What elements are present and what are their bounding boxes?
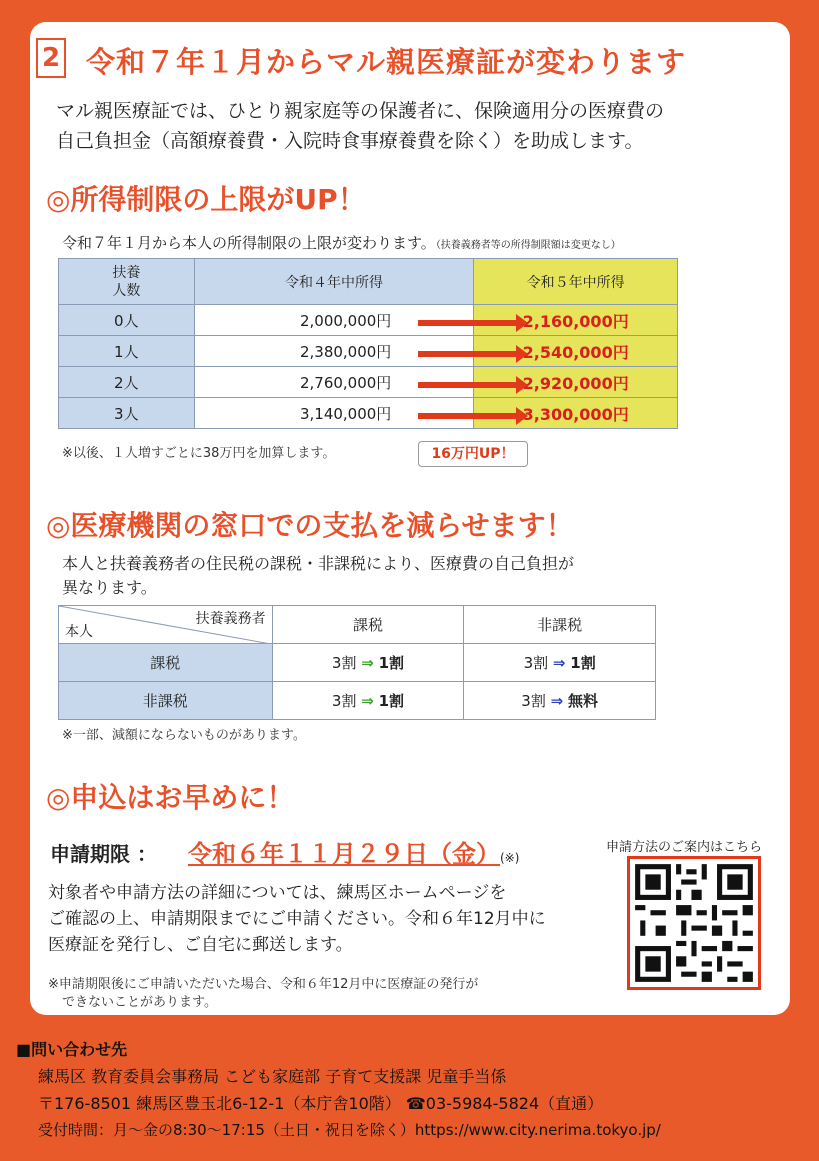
rate-to: 無料 <box>567 692 598 710</box>
new-income-cell: 3,300,000円 <box>474 398 678 429</box>
income-lead <box>62 232 621 253</box>
increase-arrow-icon <box>418 320 518 326</box>
intro-line-2: 自己負担金（高額療養費・入院時食事療養費を除く）を助成します。 <box>56 130 644 152</box>
old-income-cell: 2,380,000円 <box>194 336 474 367</box>
qr-label: 申請方法のご案内はこちら <box>606 840 763 855</box>
table-row <box>59 398 678 429</box>
contact-block <box>16 1036 661 1144</box>
rate-cell <box>464 644 656 682</box>
table-row <box>59 305 678 336</box>
corner-cell <box>59 606 273 644</box>
income-table-header <box>59 259 678 305</box>
qr-code[interactable] <box>627 856 761 990</box>
people-cell: 2人 <box>59 367 195 398</box>
tax-lead <box>62 552 574 600</box>
tax-table <box>58 605 656 720</box>
col-untaxed: 非課税 <box>464 606 656 644</box>
rate-cell <box>272 682 464 720</box>
row-label: 非課税 <box>59 682 273 720</box>
arrow-icon: ⇒ <box>550 692 564 710</box>
arrow-icon: ⇒ <box>361 654 374 672</box>
rate-to: 1割 <box>378 692 405 710</box>
deadline-date: 令和６年１１月２９日（金） <box>188 840 500 868</box>
rate-from: 3割 ⇒ <box>331 654 374 672</box>
income-section-title: ◎所得制限の上限がUP！ <box>46 183 366 216</box>
old-income-cell: 2,000,000円 <box>194 305 474 336</box>
income-lead-text: 令和７年１月から本人の所得制限の上限が変わります。 <box>62 234 436 252</box>
tax-lead-line-1: 本人と扶養義務者の住民税の課税・非課税により、医療費の自己負担が <box>62 554 575 573</box>
people-cell: 3人 <box>59 398 195 429</box>
tax-lead-line-2: 異なります。 <box>62 578 157 597</box>
intro-line-1: マル親医療証では、ひとり親家庭等の保護者に、保険適用分の医療費の <box>56 100 665 122</box>
contact-address <box>16 1090 661 1117</box>
apply-body-line-1: 対象者や申請方法の詳細については、練馬区ホームページを <box>48 883 507 903</box>
section-number: 2 <box>36 38 66 78</box>
increase-arrow-icon <box>418 413 518 419</box>
table-row <box>59 336 678 367</box>
intro-text <box>56 96 776 156</box>
tax-section-title: ◎医療機関の窓口での支払を減らせます！ <box>46 509 574 542</box>
col-taxed: 課税 <box>272 606 464 644</box>
increase-arrow-icon <box>418 382 518 388</box>
rate-cell <box>272 644 464 682</box>
contact-heading: ■問い合わせ先 <box>16 1040 128 1059</box>
header-new: 令和５年中所得 <box>474 259 678 305</box>
rate-cell <box>464 682 656 720</box>
apply-body <box>48 880 546 958</box>
rate-from: 3割 ⇒ <box>523 654 566 672</box>
apply-body-line-2: ご確認の上、申請期限までにご申請ください。令和６年12月中に <box>48 909 546 929</box>
table-row <box>59 682 656 720</box>
people-cell: 0人 <box>59 305 195 336</box>
increase-badge: 16万円UP！ <box>418 441 528 467</box>
apply-note <box>48 976 478 1012</box>
arrow-icon: ⇒ <box>552 654 566 672</box>
income-footnote: ※以後、１人増すごとに38万円を加算します。 <box>62 446 336 461</box>
old-income-cell: 3,140,000円 <box>194 398 474 429</box>
apply-note-line-1: ※申請期限後にご申請いただいた場合、令和６年12月中に医療証の発行が <box>48 977 479 992</box>
apply-section-title: ◎申込はお早めに！ <box>46 781 295 814</box>
old-income-cell: 2,760,000円 <box>194 367 474 398</box>
people-cell: 1人 <box>59 336 195 367</box>
qr-code-icon <box>630 859 758 987</box>
rate-from: 3割 ⇒ <box>521 692 564 710</box>
income-lead-note: （扶養義務者等の所得制限額は変更なし） <box>435 240 621 251</box>
contact-dept: 練馬区 教育委員会事務局 こども家庭部 子育て支援課 児童手当係 <box>38 1067 507 1086</box>
new-income-cell: 2,160,000円 <box>474 305 678 336</box>
tax-table-header <box>59 606 656 644</box>
deadline-value <box>188 834 519 869</box>
rate-to: 1割 <box>378 654 405 672</box>
apply-body-line-3: 医療証を発行し、ご自宅に郵送します。 <box>48 935 353 955</box>
rate-to: 1割 <box>570 654 596 672</box>
deadline-mark: (※) <box>500 851 520 865</box>
tax-footnote: ※一部、減額にならないものがあります。 <box>62 728 306 743</box>
contact-phone: ☎03-5984-5824（直通） <box>405 1094 604 1113</box>
corner-bottom-label: 本人 <box>65 624 93 640</box>
deadline-label: 申請期限 ： <box>50 842 157 866</box>
contact-address-text: 〒176-8501 練馬区豊玉北6-12-1（本庁舎10階） <box>38 1094 401 1113</box>
table-row <box>59 367 678 398</box>
rate-from: 3割 ⇒ <box>331 692 374 710</box>
header-old: 令和４年中所得 <box>194 259 474 305</box>
contact-hours: 受付時間：月～金の8:30～17:15（土日・祝日を除く）https://www.city.nerima.tokyo.jp/ <box>38 1121 661 1139</box>
header-people: 扶養 人数 <box>59 259 195 305</box>
increase-arrow-icon <box>418 351 518 357</box>
new-income-cell: 2,540,000円 <box>474 336 678 367</box>
arrow-icon: ⇒ <box>361 692 374 710</box>
apply-note-line-2: できないことがあります。 <box>62 995 217 1010</box>
income-table <box>58 258 678 429</box>
page-title: 令和７年１月からマル親医療証が変わります <box>86 45 687 79</box>
row-label: 課税 <box>59 644 273 682</box>
table-row <box>59 644 656 682</box>
new-income-cell: 2,920,000円 <box>474 367 678 398</box>
corner-top-label: 扶養義務者 <box>195 611 266 627</box>
